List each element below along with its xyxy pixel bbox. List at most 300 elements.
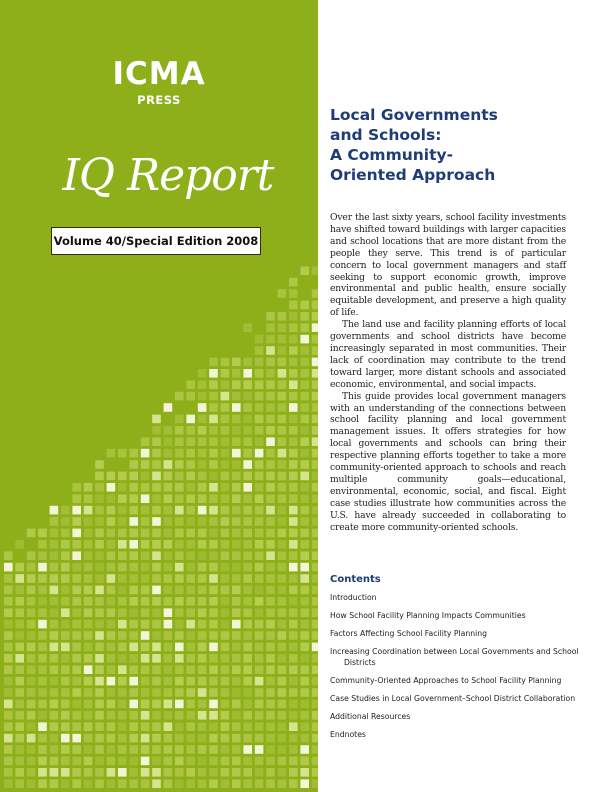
pattern-square: [312, 757, 318, 766]
pattern-square: [186, 631, 195, 640]
pattern-square: [255, 449, 264, 458]
pattern-square: [27, 768, 36, 777]
pattern-square: [107, 597, 116, 606]
pattern-square: [312, 335, 318, 344]
pattern-square: [312, 460, 318, 469]
pattern-square: [209, 369, 218, 378]
pattern-square: [175, 506, 184, 515]
pattern-square: [164, 757, 173, 766]
pattern-square: [107, 700, 116, 709]
pattern-square: [141, 722, 150, 731]
pattern-square: [312, 346, 318, 355]
pattern-square: [175, 665, 184, 674]
pattern-square: [152, 415, 161, 424]
pattern-square: [243, 757, 252, 766]
pattern-square: [141, 768, 150, 777]
pattern-square: [300, 460, 309, 469]
pattern-square: [243, 449, 252, 458]
pattern-square: [175, 449, 184, 458]
pattern-square: [129, 529, 138, 538]
pattern-square: [175, 677, 184, 686]
pattern-square: [289, 369, 298, 378]
pattern-square: [84, 494, 93, 503]
pattern-square: [221, 700, 230, 709]
pattern-square: [266, 392, 275, 401]
pattern-square: [255, 586, 264, 595]
pattern-square: [84, 597, 93, 606]
pattern-square: [118, 506, 127, 515]
pattern-square: [289, 506, 298, 515]
pattern-square: [221, 449, 230, 458]
pattern-square: [243, 437, 252, 446]
pattern-square: [255, 403, 264, 412]
pattern-square: [243, 506, 252, 515]
pattern-square: [266, 779, 275, 788]
pattern-square: [141, 745, 150, 754]
pattern-square: [300, 711, 309, 720]
pattern-square: [27, 586, 36, 595]
pattern-square: [50, 551, 59, 560]
pattern-square: [300, 449, 309, 458]
pattern-square: [221, 426, 230, 435]
pattern-square: [38, 654, 47, 663]
pattern-square: [209, 745, 218, 754]
pattern-square: [107, 665, 116, 674]
pattern-square: [278, 494, 287, 503]
pattern-square: [95, 529, 104, 538]
pattern-square: [243, 643, 252, 652]
pattern-square: [221, 529, 230, 538]
publisher-logo: ICMA: [112, 56, 206, 92]
pattern-square: [107, 494, 116, 503]
pattern-square: [50, 779, 59, 788]
pattern-square: [278, 665, 287, 674]
pattern-square: [209, 734, 218, 743]
pattern-square: [312, 563, 318, 572]
pattern-square: [278, 392, 287, 401]
pattern-square: [243, 517, 252, 526]
pattern-square: [38, 586, 47, 595]
pattern-square: [255, 757, 264, 766]
pattern-square: [118, 449, 127, 458]
pattern-square: [289, 517, 298, 526]
pattern-square: [72, 551, 81, 560]
pattern-square: [221, 415, 230, 424]
pattern-square: [61, 574, 70, 583]
pattern-square: [289, 472, 298, 481]
pattern-square: [129, 620, 138, 629]
pattern-square: [141, 677, 150, 686]
pattern-square: [209, 415, 218, 424]
pattern-square: [289, 665, 298, 674]
pattern-square: [209, 483, 218, 492]
pattern-square: [129, 506, 138, 515]
pattern-square: [141, 506, 150, 515]
pattern-square: [141, 551, 150, 560]
pattern-square: [141, 472, 150, 481]
pattern-square: [61, 745, 70, 754]
pattern-square: [129, 688, 138, 697]
pattern-square: [198, 369, 207, 378]
pattern-square: [300, 643, 309, 652]
pattern-square: [232, 745, 241, 754]
pattern-square: [4, 722, 13, 731]
pattern-square: [38, 563, 47, 572]
toc-item[interactable]: Introduction: [330, 593, 377, 602]
pattern-square: [84, 757, 93, 766]
pattern-square: [107, 472, 116, 481]
pattern-square: [38, 574, 47, 583]
pattern-square: [107, 506, 116, 515]
pattern-square: [266, 369, 275, 378]
pattern-square: [72, 722, 81, 731]
pattern-square: [209, 563, 218, 572]
pattern-square: [232, 437, 241, 446]
pattern-square: [266, 608, 275, 617]
pattern-square: [312, 529, 318, 538]
pattern-square: [255, 563, 264, 572]
pattern-square: [38, 779, 47, 788]
pattern-square: [164, 506, 173, 515]
pattern-square: [255, 426, 264, 435]
toc-item[interactable]: Case Studies in Local Government–School District Collaboration: [330, 694, 576, 703]
pattern-square: [129, 734, 138, 743]
toc-item[interactable]: Increasing Coordination between Local Governments and School Districts: [330, 647, 579, 667]
pattern-square: [50, 745, 59, 754]
pattern-square: [278, 654, 287, 663]
pattern-square: [221, 711, 230, 720]
pattern-square: [209, 677, 218, 686]
pattern-square: [141, 654, 150, 663]
pattern-square: [266, 722, 275, 731]
pattern-square: [107, 563, 116, 572]
pattern-square: [243, 460, 252, 469]
pattern-square: [255, 654, 264, 663]
pattern-square: [266, 506, 275, 515]
pattern-square: [278, 711, 287, 720]
pattern-square: [232, 665, 241, 674]
pattern-square: [221, 437, 230, 446]
pattern-square: [118, 574, 127, 583]
pattern-square: [186, 734, 195, 743]
pattern-square: [255, 369, 264, 378]
pattern-square: [141, 540, 150, 549]
pattern-square: [255, 779, 264, 788]
pattern-square: [95, 654, 104, 663]
pattern-square: [4, 608, 13, 617]
pattern-square: [129, 540, 138, 549]
pattern-square: [266, 551, 275, 560]
pattern-square: [278, 700, 287, 709]
pattern-square: [175, 426, 184, 435]
pattern-square: [38, 540, 47, 549]
pattern-square: [312, 722, 318, 731]
pattern-square: [129, 472, 138, 481]
pattern-square: [15, 620, 24, 629]
pattern-square: [312, 449, 318, 458]
pattern-square: [129, 665, 138, 674]
pattern-square: [186, 597, 195, 606]
pattern-square: [198, 415, 207, 424]
pattern-square: [107, 517, 116, 526]
pattern-square: [300, 346, 309, 355]
pattern-square: [50, 506, 59, 515]
pattern-square: [289, 597, 298, 606]
pattern-square: [164, 586, 173, 595]
pattern-square: [27, 563, 36, 572]
pattern-square: [61, 688, 70, 697]
pattern-square: [61, 654, 70, 663]
pattern-square: [266, 745, 275, 754]
pattern-square: [232, 426, 241, 435]
pattern-square: [175, 472, 184, 481]
pattern-square: [221, 460, 230, 469]
pattern-square: [84, 700, 93, 709]
pattern-square: [129, 643, 138, 652]
pattern-square: [72, 494, 81, 503]
pattern-square: [278, 643, 287, 652]
pattern-square: [266, 700, 275, 709]
pattern-square: [175, 757, 184, 766]
pattern-square: [118, 472, 127, 481]
pattern-square: [209, 700, 218, 709]
pattern-square: [198, 460, 207, 469]
pattern-square: [164, 734, 173, 743]
pattern-square: [95, 597, 104, 606]
pattern-square: [84, 563, 93, 572]
pattern-square: [84, 643, 93, 652]
pattern-square: [164, 620, 173, 629]
pattern-square: [255, 437, 264, 446]
pattern-square: [164, 631, 173, 640]
pattern-square: [118, 665, 127, 674]
pattern-square: [221, 403, 230, 412]
pattern-square: [27, 700, 36, 709]
pattern-square: [72, 643, 81, 652]
pattern-square: [300, 312, 309, 321]
pattern-square: [198, 403, 207, 412]
pattern-square: [278, 757, 287, 766]
pattern-square: [266, 483, 275, 492]
pattern-square: [27, 677, 36, 686]
pattern-square: [186, 779, 195, 788]
pattern-square: [278, 369, 287, 378]
pattern-square: [175, 608, 184, 617]
pattern-square: [186, 586, 195, 595]
pattern-square: [209, 380, 218, 389]
pattern-square: [209, 711, 218, 720]
pattern-square: [72, 665, 81, 674]
pattern-square: [255, 540, 264, 549]
pattern-square: [198, 483, 207, 492]
pattern-square: [27, 757, 36, 766]
toc-item[interactable]: How School Facility Planning Impacts Communities: [330, 611, 526, 620]
pattern-square: [72, 734, 81, 743]
pattern-square: [164, 768, 173, 777]
pattern-square: [95, 620, 104, 629]
pattern-square: [152, 688, 161, 697]
pattern-square: [84, 665, 93, 674]
pattern-square: [209, 722, 218, 731]
pattern-square: [152, 574, 161, 583]
pattern-square: [95, 551, 104, 560]
pattern-square: [312, 266, 318, 275]
pattern-square: [141, 483, 150, 492]
pattern-square: [209, 665, 218, 674]
pattern-square: [27, 722, 36, 731]
pattern-square: [15, 586, 24, 595]
pattern-square: [141, 757, 150, 766]
pattern-square: [289, 631, 298, 640]
pattern-square: [198, 631, 207, 640]
pattern-square: [164, 403, 173, 412]
toc-item[interactable]: Factors Affecting School Facility Planning: [330, 629, 487, 638]
pattern-square: [300, 483, 309, 492]
pattern-square: [255, 517, 264, 526]
pattern-square: [152, 734, 161, 743]
pattern-square: [50, 665, 59, 674]
pattern-square: [141, 449, 150, 458]
pattern-square: [198, 745, 207, 754]
pattern-square: [186, 677, 195, 686]
pattern-square: [27, 643, 36, 652]
pattern-square: [61, 551, 70, 560]
pattern-square: [84, 574, 93, 583]
pattern-square: [84, 677, 93, 686]
pattern-square: [118, 700, 127, 709]
pattern-square: [164, 472, 173, 481]
pattern-square: [232, 722, 241, 731]
pattern-square: [118, 608, 127, 617]
pattern-square: [221, 620, 230, 629]
title-line: A Community-: [330, 146, 454, 164]
pattern-square: [243, 494, 252, 503]
pattern-square: [289, 323, 298, 332]
pattern-square: [175, 779, 184, 788]
pattern-square: [255, 346, 264, 355]
pattern-square: [255, 494, 264, 503]
pattern-square: [15, 711, 24, 720]
pattern-square: [164, 688, 173, 697]
pattern-square: [209, 757, 218, 766]
pattern-square: [118, 757, 127, 766]
pattern-square: [243, 551, 252, 560]
pattern-square: [186, 392, 195, 401]
pattern-square: [289, 312, 298, 321]
pattern-square: [129, 483, 138, 492]
pattern-square: [27, 574, 36, 583]
pattern-square: [15, 757, 24, 766]
pattern-square: [198, 677, 207, 686]
pattern-square: [118, 722, 127, 731]
intro-text: [330, 212, 566, 533]
pattern-square: [118, 563, 127, 572]
pattern-square: [152, 631, 161, 640]
pattern-square: [198, 757, 207, 766]
pattern-square: [129, 597, 138, 606]
pattern-square: [266, 574, 275, 583]
pattern-square: [129, 449, 138, 458]
pattern-square: [300, 266, 309, 275]
pattern-square: [232, 574, 241, 583]
toc-item[interactable]: Endnotes: [330, 730, 366, 739]
pattern-square: [198, 608, 207, 617]
pattern-square: [232, 688, 241, 697]
pattern-square: [278, 517, 287, 526]
pattern-square: [27, 779, 36, 788]
pattern-square: [84, 551, 93, 560]
pattern-square: [50, 608, 59, 617]
pattern-square: [84, 745, 93, 754]
pattern-square: [209, 437, 218, 446]
pattern-square: [152, 722, 161, 731]
pattern-square: [289, 278, 298, 287]
pattern-square: [289, 358, 298, 367]
pattern-square: [38, 768, 47, 777]
pattern-square: [61, 529, 70, 538]
pattern-square: [95, 506, 104, 515]
pattern-square: [27, 551, 36, 560]
pattern-square: [300, 586, 309, 595]
pattern-square: [209, 494, 218, 503]
pattern-square: [243, 745, 252, 754]
pattern-square: [243, 369, 252, 378]
pattern-square: [266, 403, 275, 412]
pattern-square: [243, 631, 252, 640]
pattern-square: [289, 745, 298, 754]
pattern-square: [278, 586, 287, 595]
pattern-square: [243, 597, 252, 606]
toc-item[interactable]: Additional Resources: [330, 712, 411, 721]
pattern-square: [118, 586, 127, 595]
pattern-square: [232, 563, 241, 572]
pattern-square: [289, 289, 298, 298]
pattern-square: [255, 665, 264, 674]
pattern-square: [186, 551, 195, 560]
pattern-square: [300, 517, 309, 526]
pattern-square: [4, 597, 13, 606]
toc-item[interactable]: Community-Oriented Approaches to School Facility Planning: [330, 676, 562, 685]
pattern-square: [209, 358, 218, 367]
pattern-square: [312, 483, 318, 492]
title-line: and Schools:: [330, 126, 442, 144]
pattern-square: [312, 574, 318, 583]
pattern-square: [209, 574, 218, 583]
pattern-square: [186, 745, 195, 754]
pattern-square: [209, 597, 218, 606]
pattern-square: [38, 745, 47, 754]
pattern-square: [175, 688, 184, 697]
pattern-square: [221, 551, 230, 560]
pattern-square: [243, 323, 252, 332]
pattern-square: [232, 415, 241, 424]
pattern-square: [232, 369, 241, 378]
pattern-square: [186, 574, 195, 583]
pattern-square: [118, 551, 127, 560]
pattern-square: [232, 392, 241, 401]
pattern-square: [312, 734, 318, 743]
pattern-square: [243, 574, 252, 583]
pattern-square: [61, 597, 70, 606]
pattern-square: [300, 529, 309, 538]
pattern-square: [15, 631, 24, 640]
pattern-square: [95, 494, 104, 503]
pattern-square: [186, 620, 195, 629]
pattern-square: [300, 608, 309, 617]
pattern-square: [209, 654, 218, 663]
pattern-square: [4, 677, 13, 686]
pattern-square: [255, 722, 264, 731]
